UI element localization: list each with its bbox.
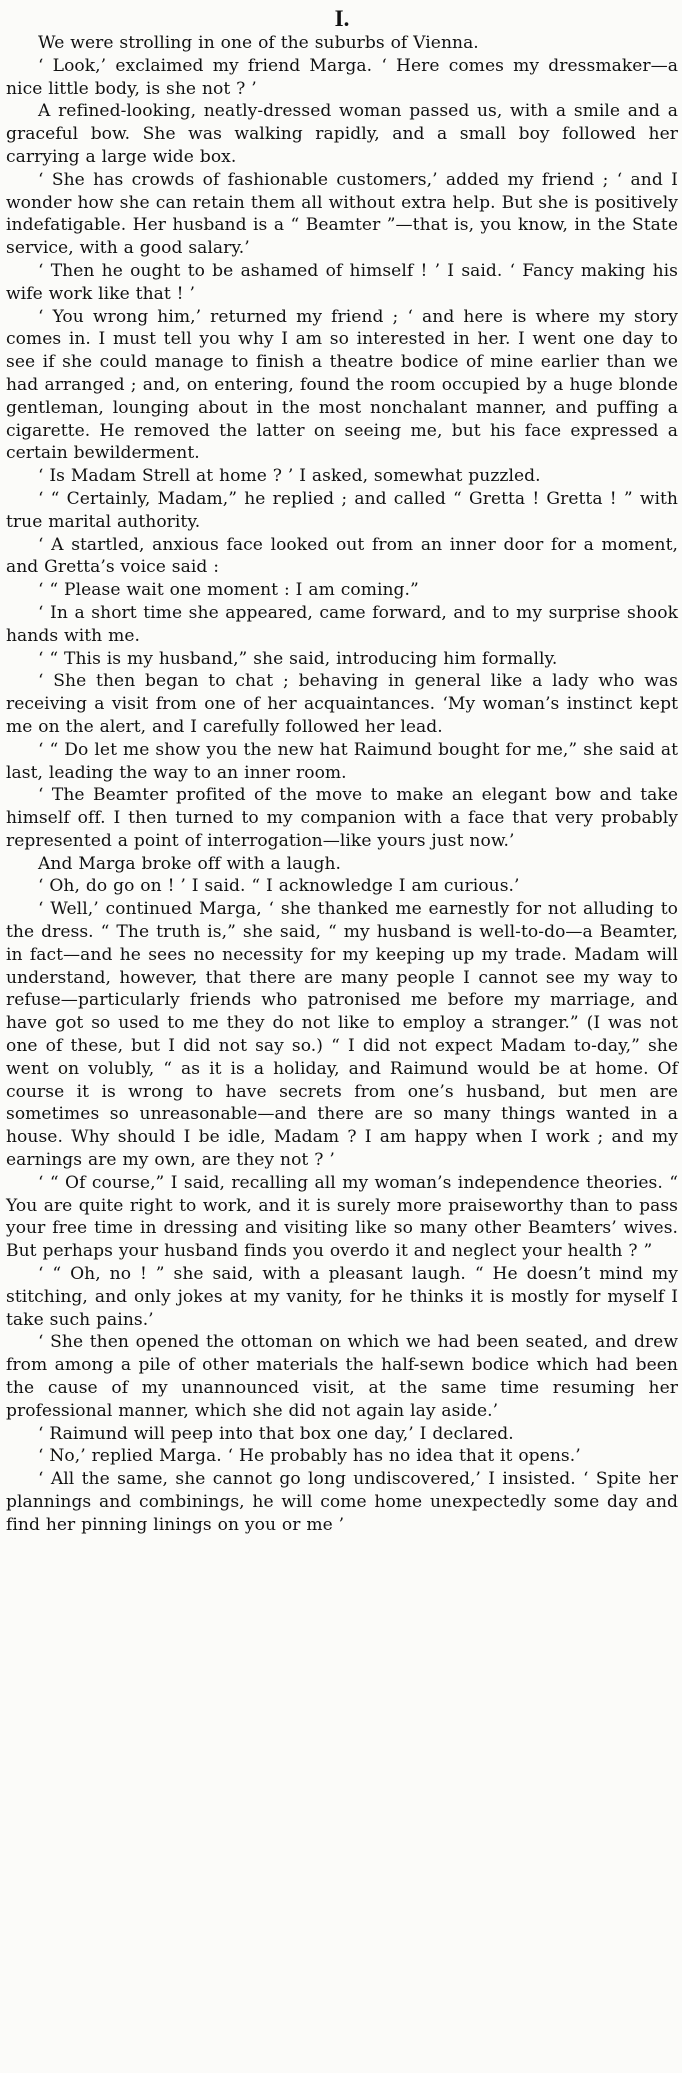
paragraph: ‘ “ Please wait one moment : I am coming.”: [38, 580, 419, 601]
paragraph: ‘ The Beamter profited of the move to make an elegant bow and take himself off. I then turned to my companion with a face that very probably represented a point of interrogation—like yours just now.’: [6, 785, 678, 851]
paragraph: ‘ “ Do let me show you the new hat Raimund bought for me,” she said at last, leading the way to an inner room.: [6, 739, 678, 783]
paragraph: ‘ “ Of course,” I said, recalling all my woman’s independence theories. “ You are quite right to work, and it is surely more praiseworthy than to pass your free time in dressing and visiting like so many other Beamters’ wives. But perhaps your husband finds you overdo it and neglect your health ? ”: [6, 1172, 678, 1262]
section-number: I.: [334, 6, 350, 31]
paragraph: ‘ A startled, anxious face looked out from an inner door for a moment, and Gretta’s voice said :: [6, 534, 678, 578]
paragraph: ‘ Look,’ exclaimed my friend Marga. ‘ Here comes my dressmaker—a nice little body, is she not ? ’: [6, 55, 678, 99]
paragraph: We were strolling in one of the suburbs of Vienna.: [38, 33, 479, 53]
paragraph: ‘ She then began to chat ; behaving in general like a lady who was receiving a visit from one of her acquaintances. ‘My woman’s instinct kept me on the alert, and I carefully followed her lead.: [6, 671, 678, 737]
paragraph: ‘ She then opened the ottoman on which we had been seated, and drew from among a pile of other materials the half-sewn bodice which had been the cause of my unannounced visit, at the same time resuming her professional manner, which she did not again lay aside.’: [6, 1332, 678, 1421]
paragraph: ‘ Then he ought to be ashamed of himself ! ’ I said. ‘ Fancy making his wife work like that ! ’: [6, 260, 678, 304]
paragraph: ‘ In a short time she appeared, came forward, and to my surprise shook hands with me.: [6, 602, 678, 646]
paragraph: ‘ Well,’ continued Marga, ‘ she thanked me earnestly for not alluding to the dress. “ The truth is,” she said, “ my husband is well-to-do—a Beamter, in fact—and he sees no necessity for my keeping up my trade. Madam will understand, however, that there are many people I cannot see my way to refuse—particularly friends who patronised me before my marriage, and have got so used to me they do not like to employ a stranger.” (I was not one of these, but I did not say so.) “ I did not expect Madam to-day,” she went on volubly, “ as it is a holiday, and Raimund would be at home. Of course it is wrong to have secrets from one’s husband, but men are sometimes so unreasonable—and there are so many things wanted in a house. Why should I be idle, Madam ? I am happy when I work ; and my earnings are my own, are they not ? ’: [6, 899, 678, 1171]
paragraph: ‘ You wrong him,’ returned my friend ; ‘ and here is where my story comes in. I must tell you why I am so interested in her. I went one day to see if she could manage to finish a theatre bodice of mine earlier than we had arranged ; and, on entering, found the room occupied by a huge blonde gentleman, lounging about in the most nonchalant manner, and puffing a cigarette. He removed the latter on seeing me, but his face expressed a certain bewilderment.: [6, 306, 678, 464]
paragraph: ‘ Raimund will peep into that box one day,’ I declared.: [38, 1423, 514, 1444]
paragraph: ‘ “ Oh, no ! ” she said, with a pleasant laugh. “ He doesn’t mind my stitching, and only jokes at my vanity, for he thinks it is mostly for myself I take such pains.’: [6, 1264, 678, 1330]
paragraph: ‘ All the same, she cannot go long undiscovered,’ I insisted. ‘ Spite her plannings and combinings, he will come home unexpectedly some day and find her pinning linings on you or me ’: [6, 1469, 678, 1535]
paragraph: ‘ Oh, do go on ! ’ I said. “ I acknowledge I am curious.’: [38, 876, 520, 897]
paragraph: ‘ She has crowds of fashionable customers,’ added my friend ; ‘ and I wonder how she can retain them all without extra help. But she is positively indefatigable. Her husband is a “ Beamter ”—that is, you know, in the State service, with a good salary.’: [6, 169, 678, 259]
paragraph: And Marga broke off with a laugh.: [38, 853, 341, 874]
paragraph: ‘ “ Certainly, Madam,” he replied ; and called “ Gretta ! Gretta ! ” with true marital authority.: [6, 488, 678, 532]
article-body: [6, 32, 678, 1537]
paragraph: ‘ No,’ replied Marga. ‘ He probably has no idea that it opens.’: [38, 1446, 581, 1467]
paragraph: A refined-looking, neatly-dressed woman passed us, with a smile and a graceful bow. She was walking rapidly, and a small boy followed her carrying a large wide box.: [6, 101, 678, 167]
paragraph: ‘ “ This is my husband,” she said, introducing him formally.: [38, 648, 558, 669]
paragraph: ‘ Is Madam Strell at home ? ’ I asked, somewhat puzzled.: [38, 466, 541, 487]
